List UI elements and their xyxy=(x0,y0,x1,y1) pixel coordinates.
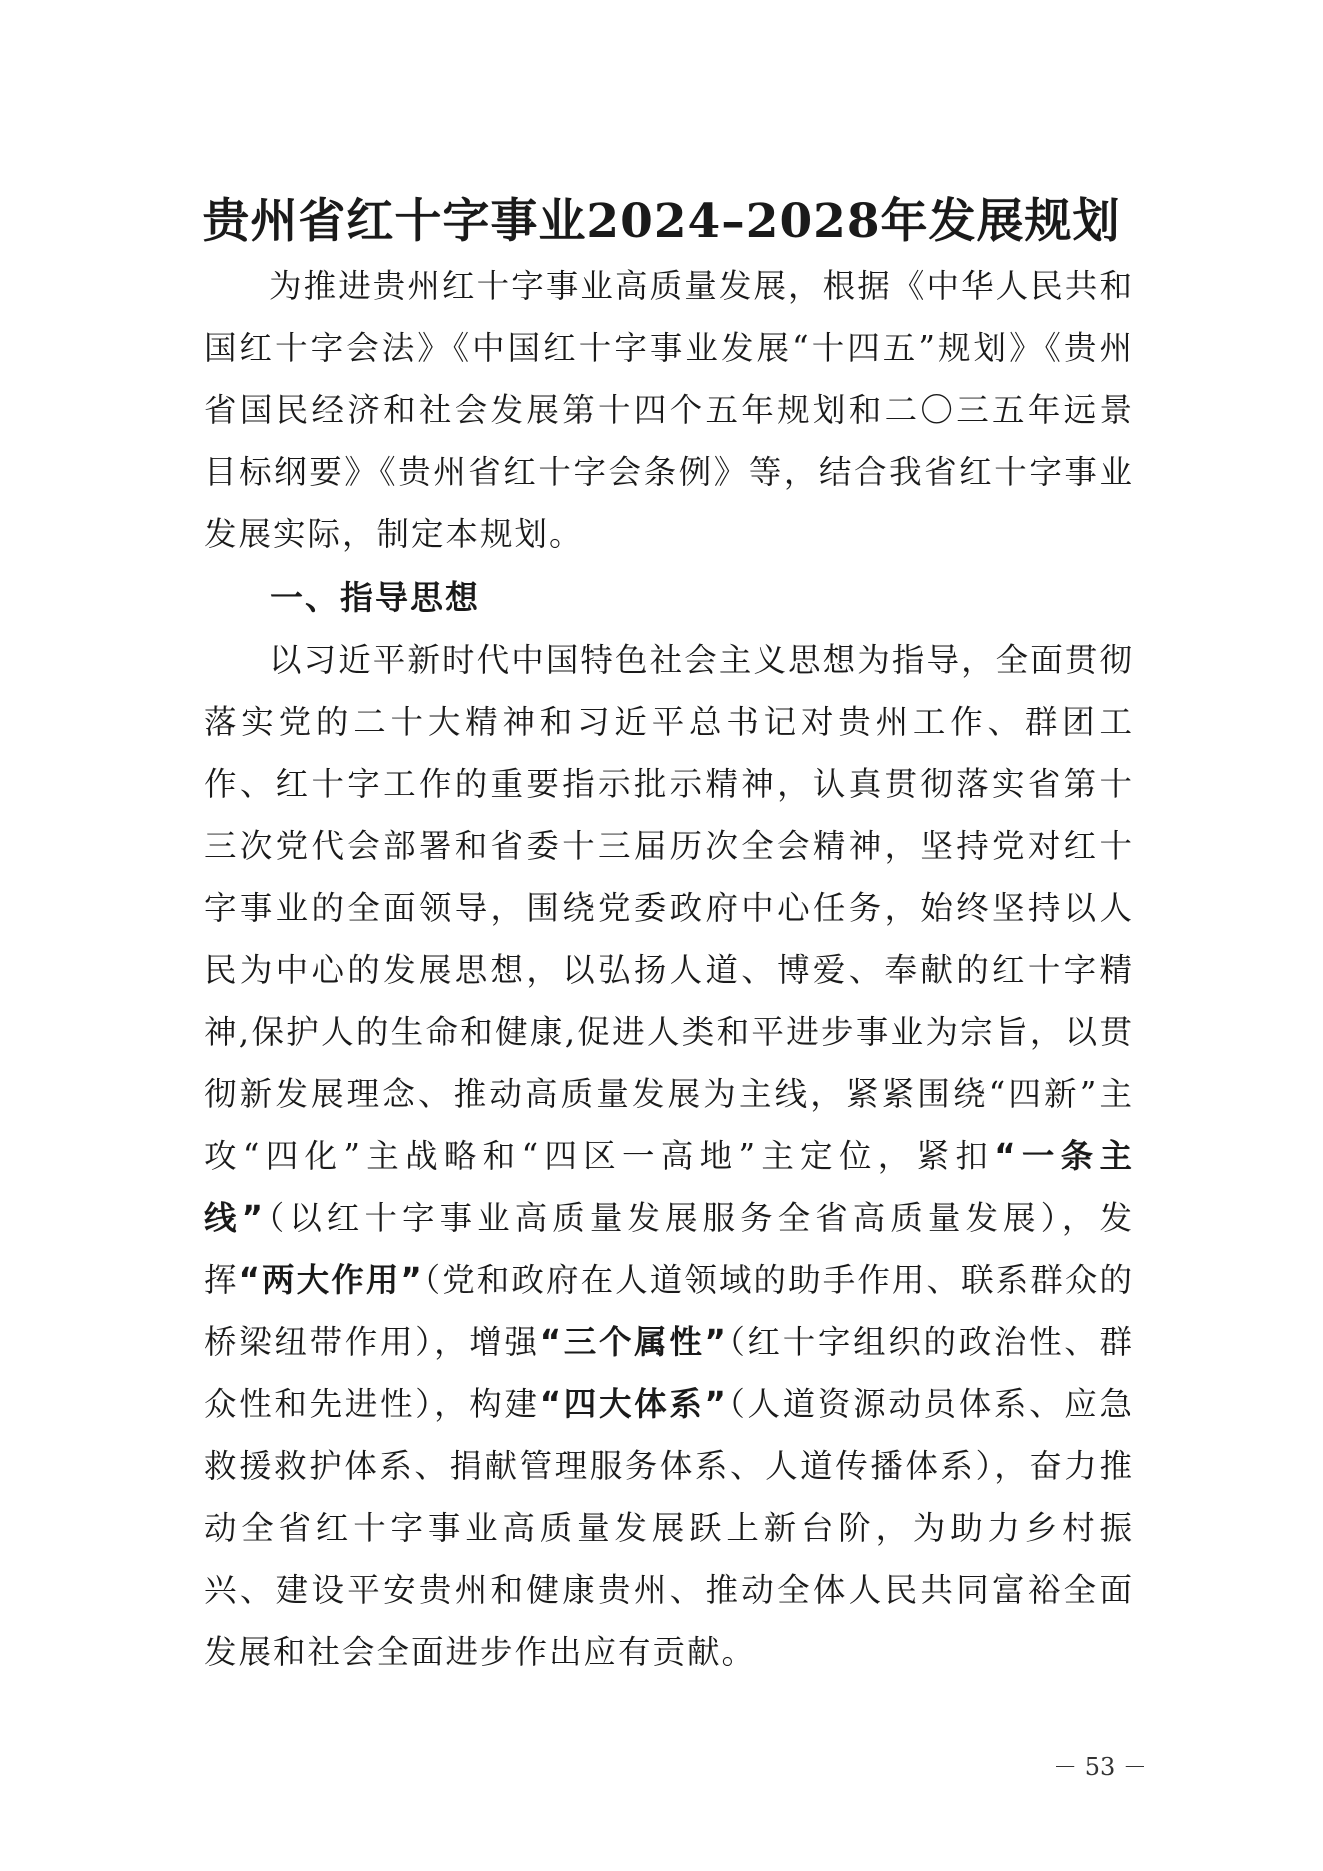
guiding-ideology-paragraph xyxy=(204,629,1134,1683)
paragraph-text: （以红十字事业高质量发展服务全省高质量发展），发挥 xyxy=(204,1199,1134,1299)
document-title: 贵州省红十字事业2024–2028年发展规划 xyxy=(202,194,1121,250)
paragraph-text: （红十字组织的政治性、群众性和先进性），构建 xyxy=(204,1323,1134,1423)
section-heading-guiding-ideology: 一、指导思想 xyxy=(270,578,480,617)
emphasis-three-attributes: “三个属性” xyxy=(539,1323,728,1361)
page-number: － 53 － xyxy=(1053,1753,1147,1781)
emphasis-one-main-line: “一条主线” xyxy=(204,1137,1134,1237)
emphasis-two-roles: “两大作用” xyxy=(238,1261,424,1299)
emphasis-four-systems: “四大体系” xyxy=(539,1385,728,1423)
paragraph-text: （人道资源动员体系、应急救援救护体系、捐献管理服务体系、人道传播体系），奋力推动全省红十字事业高质量发展跃上新台阶，为助力乡村振兴、建设平安贵州和健康贵州、推动全体人民共同富裕全面发展和社会全面进步作出应有贡献。 xyxy=(204,1385,1134,1671)
intro-paragraph: 为推进贵州红十字事业高质量发展，根据《中华人民共和国红十字会法》《中国红十字事业发展“十四五”规划》《贵州省国民经济和社会发展第十四个五年规划和二〇三五年远景目标纲要》《贵州省红十字会条例》等，结合我省红十字事业发展实际，制定本规划。 xyxy=(204,267,1134,553)
paragraph-text: （党和政府在人道领域的助手作用、联系群众的桥梁纽带作用），增强 xyxy=(204,1261,1134,1361)
paragraph-text: 以习近平新时代中国特色社会主义思想为指导，全面贯彻落实党的二十大精神和习近平总书记对贵州工作、群团工作、红十字工作的重要指示批示精神，认真贯彻落实省第十三次党代会部署和省委十三届历次全会精神，坚持党对红十字事业的全面领导，围绕党委政府中心任务，始终坚持以人民为中心的发展思想，以弘扬人道、博爱、奉献的红十字精神,保护人的生命和健康,促进人类和平进步事业为宗旨，以贯彻新发展理念、推动高质量发展为主线，紧紧围绕“四新”主攻“四化”主战略和“四区一高地”主定位，紧扣 xyxy=(204,641,1134,1175)
